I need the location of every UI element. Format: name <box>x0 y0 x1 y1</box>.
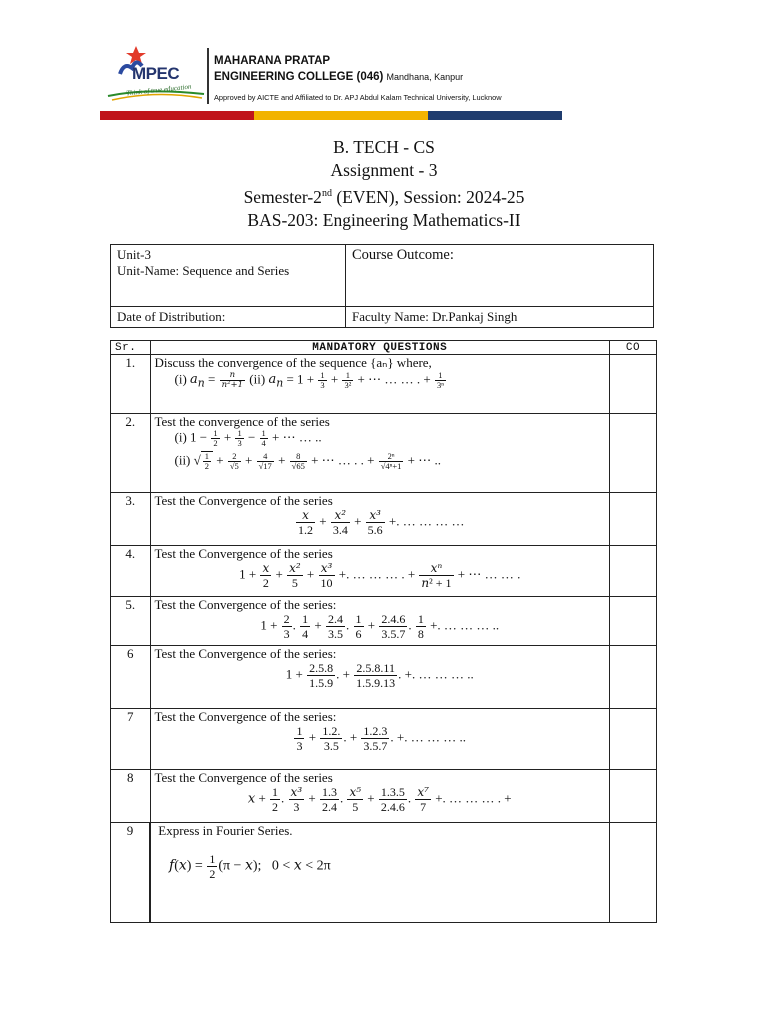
logo-text: MPEC <box>132 64 180 83</box>
document-titles <box>0 136 768 232</box>
question-number: 6 <box>111 646 151 709</box>
date-of-distribution: Date of Distribution: <box>111 307 346 328</box>
unit-name: Unit-Name: Sequence and Series <box>117 263 290 278</box>
question-text: Test the convergence of the series <box>154 414 330 429</box>
question-number: 2. <box>111 414 151 493</box>
question-row <box>111 546 657 597</box>
question-formula: $\frac{1}{3}$ + $\frac{1.2.}{3.5}$ . + $\frac{1.2.3}{3.5.7}$ . +. … … … .. <box>296 724 467 753</box>
fourier-formula: f(x) = $\frac{1}{2}$ (π − x); 0 < x < 2π <box>169 852 331 881</box>
question-number: 7 <box>111 709 151 770</box>
co-header: CO <box>610 341 657 355</box>
questions-header: MANDATORY QUESTIONS <box>150 341 610 355</box>
question-text: Test the Convergence of the series: <box>154 709 337 724</box>
yellow-bar <box>254 111 428 120</box>
question-number: 9 <box>111 823 151 923</box>
question-text: Test the Convergence of the series: <box>154 597 337 612</box>
semester-title: Semester-2nd (EVEN), Session: 2024-25 <box>243 186 525 207</box>
course-title: BAS-203: Engineering Mathematics-II <box>247 209 521 230</box>
question-text: Test the Convergence of the series <box>154 770 333 785</box>
question-text: Test the Convergence of the series <box>154 493 333 508</box>
college-name <box>214 53 463 85</box>
question-text: Test the Convergence of the series <box>154 546 333 561</box>
question-row <box>111 770 657 823</box>
unit-label: Unit-3 <box>117 247 151 262</box>
assignment-title: Assignment - 3 <box>330 160 438 180</box>
question-row <box>111 709 657 770</box>
blue-bar <box>428 111 562 120</box>
question-row <box>111 355 657 414</box>
red-bar <box>100 111 254 120</box>
question-formula: $\frac{x}{1.2}$ + $\frac{\text{x²}}{3.4}$ + $\frac{\text{x³}}{5.6}$ +. … … … … <box>297 508 465 537</box>
question-formula: (ii) √ $\frac{1}{2}$ + $\frac{2}{√5}$ + $\frac{4}{√17}$ + $\frac{8}{√65}$ + ⋯ … . . + $\frac{\text{2ⁿ}}{\text{√4ⁿ+1}}$ + ⋯ .. <box>174 451 441 471</box>
program-title: B. TECH - CS <box>333 137 435 157</box>
question-row <box>111 414 657 493</box>
college-place: Mandhana, Kanpur <box>386 72 464 82</box>
question-text: Test the Convergence of the series: <box>154 646 337 661</box>
logo-tagline: Think of true education <box>125 82 192 98</box>
question-formula: x + $\frac{1}{2}$ . $\frac{\text{x³}}{3}$ + $\frac{1.3}{2.4}$ . $\frac{\text{x⁵}}{5}$ + $\frac{1.3.5}{2.4.6}$ . $\frac{\text{x⁷}}{7}$ +. … … … . + <box>247 785 512 814</box>
question-number: 4. <box>111 546 151 597</box>
question-formula: 1 + $\frac{2.5.8}{1.5.9}$ . + $\frac{2.5.8.11}{1.5.9.13}$ . +. … … … .. <box>285 661 474 690</box>
question-row <box>111 646 657 709</box>
question-formula: (i) 1 − $\frac{1}{2}$ + $\frac{1}{3}$ − $\frac{1}{4}$ + ⋯ … .. <box>174 428 322 448</box>
question-text: Express in Fourier Series. <box>155 823 293 838</box>
course-outcome-label: Course Outcome: <box>352 247 454 263</box>
college-line2: ENGINEERING COLLEGE (046) Mandhana, Kanpur <box>214 71 464 83</box>
question-number: 5. <box>111 597 151 646</box>
question-formula: 1 + $\frac{2}{3}$ . $\frac{1}{4}$ + $\frac{2.4}{3.5}$ . $\frac{1}{6}$ + $\frac{2.4.6}{3.5.7}$ . $\frac{1}{8}$ +. … … … .. <box>260 612 500 641</box>
college-line1: MAHARANA PRATAP <box>214 55 331 67</box>
question-number: 3. <box>111 493 151 546</box>
question-row <box>111 493 657 546</box>
approval-text: Approved by AICTE and Affiliated to Dr. APJ Abdul Kalam Technical University, Lucknow <box>214 93 502 102</box>
question-number: 8 <box>111 770 151 823</box>
sr-header: Sr. <box>111 341 151 355</box>
info-table <box>110 244 654 328</box>
question-formula: 1 + $\frac{x}{2}$ + $\frac{\text{x²}}{5}$ + $\frac{\text{x³}}{10}$ +. … … … . + $\frac{\text{xⁿ}}{\text{n² + 1}}$ + ⋯ … … . <box>239 561 521 590</box>
question-text: Discuss the convergence of the sequence {aₙ} where, <box>154 355 432 370</box>
question-number: 1. <box>111 355 151 414</box>
questions-table <box>110 340 657 923</box>
question-row <box>111 823 657 923</box>
question-formula: (i) $a_n$ = $\frac{n}{\text{n²+1}}$ (ii) $a_n = 1$ + $\frac{1}{3}$ + $\frac{1}{\text{3²}}$ + ⋯ … … . + $\frac{1}{\text{3ⁿ}}$ <box>174 370 444 391</box>
color-bar <box>100 111 562 120</box>
question-row <box>111 597 657 646</box>
faculty-name: Faculty Name: Dr.Pankaj Singh <box>346 307 654 328</box>
header-divider <box>207 48 209 104</box>
